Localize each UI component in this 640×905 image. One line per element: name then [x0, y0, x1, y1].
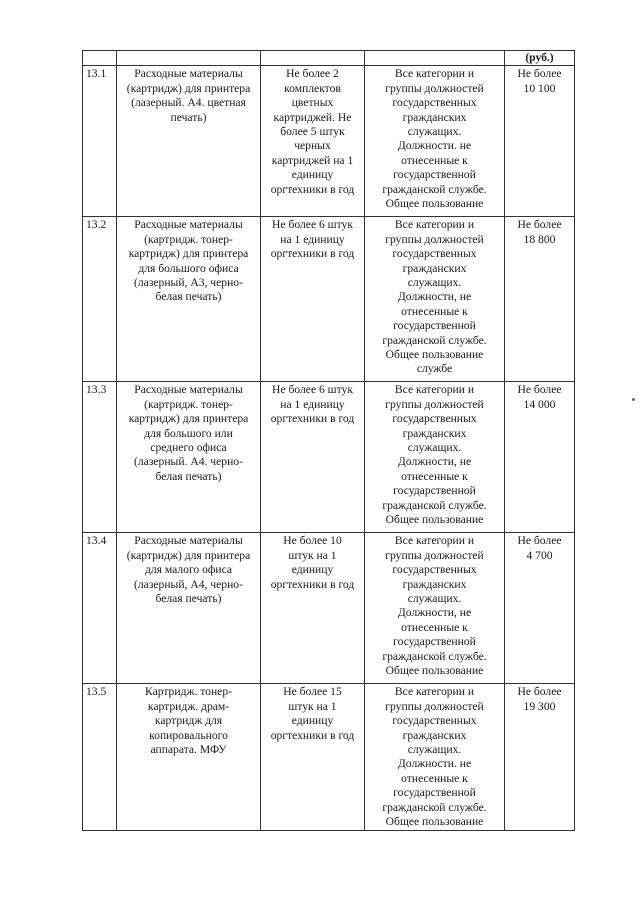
- row-price-line: Не более: [517, 218, 562, 232]
- row-price-line: Не более: [517, 67, 562, 81]
- row-name-line: белая печать): [155, 290, 222, 304]
- row-name-line: (лазерный, А3, черно-: [134, 276, 243, 290]
- row-category-line: отнесенные к: [401, 469, 468, 483]
- row-name-line: Расходные материалы: [134, 218, 243, 232]
- row-name-line: для большого офиса: [138, 261, 239, 275]
- row-name-line: (картридж) для принтера: [126, 548, 251, 562]
- row-quantity-cell: [261, 66, 365, 217]
- row-category-line: государственных: [392, 563, 477, 577]
- row-category-line: гражданских: [402, 261, 467, 275]
- row-name-line: картридж. драм-: [147, 699, 230, 713]
- row-name-line: для большого или: [144, 426, 233, 440]
- row-name-line: (лазерный, А4, черно-: [134, 577, 243, 591]
- row-quantity-line: единицу: [291, 714, 334, 728]
- row-name-line: для малого офиса: [144, 563, 233, 577]
- row-price-cell: [505, 382, 575, 533]
- row-name-cell: [117, 533, 261, 684]
- row-name-cell: [117, 382, 261, 533]
- row-category-line: служащих.: [407, 441, 462, 455]
- row-name-line: Расходные материалы: [134, 383, 243, 397]
- row-category-line: гражданской службе.: [382, 800, 487, 814]
- row-category-line: службе: [416, 362, 453, 376]
- row-name-line: картридж) для принтера: [128, 412, 249, 426]
- row-category-line: Все категории и: [394, 685, 475, 699]
- row-name-line: белая печать): [155, 592, 222, 606]
- row-category-line: отнесенные к: [401, 620, 468, 634]
- row-number-cell: [83, 217, 117, 382]
- scan-speck: [632, 398, 635, 401]
- row-quantity-line: более 5 штук: [280, 125, 345, 139]
- row-category-line: гражданской службе.: [382, 182, 487, 196]
- row-category-line: гражданской службе.: [382, 498, 487, 512]
- row-category-line: группы должностей: [385, 699, 484, 713]
- row-category-line: гражданских: [402, 426, 467, 440]
- row-number: 13.3: [86, 383, 107, 397]
- row-quantity-line: оргтехники в год: [270, 728, 355, 742]
- row-category-line: служащих.: [407, 743, 462, 757]
- row-quantity-line: картриджей. Не: [273, 110, 352, 124]
- row-category-line: Должности. не: [397, 757, 472, 771]
- row-category-line: государственных: [392, 96, 477, 110]
- row-category-line: Общее пользование: [385, 664, 484, 678]
- header-cell-price: [505, 51, 575, 66]
- row-quantity-line: штук на 1: [288, 548, 337, 562]
- row-category-line: Общее пользование: [385, 513, 484, 527]
- row-name-line: среднего офиса: [150, 441, 227, 455]
- row-category-line: Общее пользование: [385, 815, 484, 829]
- table-row: [83, 533, 575, 684]
- row-quantity-cell: [261, 684, 365, 831]
- row-number: 13.5: [86, 685, 107, 699]
- row-category-line: служащих.: [407, 125, 462, 139]
- row-number: 13.4: [86, 534, 107, 548]
- row-category-line: служащих.: [407, 276, 462, 290]
- header-cell-number: [83, 51, 117, 66]
- row-price-cell: [505, 217, 575, 382]
- row-quantity-line: оргтехники в год: [270, 182, 355, 196]
- table-row: [83, 66, 575, 217]
- row-category-line: Все категории и: [394, 383, 475, 397]
- row-category-line: Все категории и: [394, 67, 475, 81]
- row-quantity-line: Не более 10: [283, 534, 342, 548]
- header-cell-quantity: [261, 51, 365, 66]
- row-category-line: Общее пользование: [385, 197, 484, 211]
- row-category-line: государственной: [393, 635, 476, 649]
- price-unit-label: (руб.): [525, 51, 554, 64]
- row-number: 13.1: [86, 67, 107, 81]
- row-price-line: 18 800: [523, 232, 556, 246]
- row-quantity-line: штук на 1: [288, 699, 337, 713]
- row-quantity-line: оргтехники в год: [270, 577, 355, 591]
- row-name-line: (лазерный. А4. цветная: [131, 96, 246, 110]
- row-name-line: аппарата. МФУ: [150, 743, 227, 757]
- row-quantity-line: черных: [294, 139, 331, 153]
- table-row: [83, 217, 575, 382]
- row-category-line: государственной: [393, 319, 476, 333]
- row-price-cell: [505, 533, 575, 684]
- norms-table: [82, 50, 575, 831]
- row-category-line: группы должностей: [385, 548, 484, 562]
- row-category-cell: [365, 217, 505, 382]
- row-number-cell: [83, 684, 117, 831]
- row-name-line: (картридж) для принтера: [126, 81, 251, 95]
- row-quantity-line: картриджей на 1: [271, 153, 354, 167]
- row-quantity-line: оргтехники в год: [270, 412, 355, 426]
- row-quantity-line: цветных: [291, 96, 334, 110]
- row-price-line: 14 000: [523, 397, 556, 411]
- row-category-line: отнесенные к: [401, 304, 468, 318]
- row-category-line: Должности, не: [397, 606, 472, 620]
- row-number-cell: [83, 382, 117, 533]
- row-name-line: (картридж. тонер-: [144, 397, 233, 411]
- row-category-line: Все категории и: [394, 534, 475, 548]
- row-price-line: Не более: [517, 685, 562, 699]
- row-quantity-cell: [261, 382, 365, 533]
- header-cell-category: [365, 51, 505, 66]
- header-cell-name: [117, 51, 261, 66]
- row-name-line: белая печать): [155, 469, 222, 483]
- row-category-line: государственной: [393, 484, 476, 498]
- row-quantity-line: Не более 15: [283, 685, 342, 699]
- row-price-cell: [505, 684, 575, 831]
- row-category-line: отнесенные к: [401, 153, 468, 167]
- row-name-line: Картридж. тонер-: [144, 685, 232, 699]
- row-category-line: Должности, не: [397, 290, 472, 304]
- row-quantity-cell: [261, 533, 365, 684]
- row-quantity-line: оргтехники в год: [270, 247, 355, 261]
- row-category-cell: [365, 684, 505, 831]
- row-name-line: копировального: [149, 728, 228, 742]
- row-category-cell: [365, 533, 505, 684]
- row-number-cell: [83, 533, 117, 684]
- row-number: 13.2: [86, 218, 107, 232]
- row-category-line: Должности, не: [397, 455, 472, 469]
- row-price-line: 4 700: [526, 548, 553, 562]
- row-category-line: служащих.: [407, 592, 462, 606]
- row-name-line: Расходные материалы: [134, 67, 243, 81]
- row-price-line: Не более: [517, 383, 562, 397]
- row-category-line: Все категории и: [394, 218, 475, 232]
- row-category-line: гражданских: [402, 728, 467, 742]
- row-number-cell: [83, 66, 117, 217]
- row-category-line: гражданской службе.: [382, 333, 487, 347]
- row-price-cell: [505, 66, 575, 217]
- row-category-line: государственной: [393, 786, 476, 800]
- row-category-line: Общее пользование: [385, 348, 484, 362]
- table-row: [83, 684, 575, 831]
- row-category-cell: [365, 382, 505, 533]
- row-name-line: (картридж. тонер-: [144, 232, 233, 246]
- row-category-line: группы должностей: [385, 232, 484, 246]
- row-name-line: печать): [170, 110, 207, 124]
- row-name-line: Расходные материалы: [134, 534, 243, 548]
- row-category-line: государственных: [392, 714, 477, 728]
- row-quantity-line: на 1 единицу: [280, 397, 345, 411]
- row-quantity-line: Не более 2: [286, 67, 339, 81]
- row-quantity-line: единицу: [291, 563, 334, 577]
- row-name-line: картридж) для принтера: [128, 247, 249, 261]
- row-category-line: государственных: [392, 247, 477, 261]
- row-name-line: картридж для: [154, 714, 223, 728]
- table-header-row: [83, 51, 575, 66]
- row-quantity-line: Не более 6 штук: [272, 218, 353, 232]
- row-name-line: (лазерный. А4. черно-: [134, 455, 243, 469]
- row-category-line: отнесенные к: [401, 771, 468, 785]
- row-category-line: группы должностей: [385, 81, 484, 95]
- row-category-line: группы должностей: [385, 397, 484, 411]
- row-quantity-line: единицу: [291, 168, 334, 182]
- row-category-line: государственных: [392, 412, 477, 426]
- row-category-line: гражданской службе.: [382, 649, 487, 663]
- row-category-line: гражданских: [402, 110, 467, 124]
- row-quantity-line: на 1 единицу: [280, 232, 345, 246]
- row-category-cell: [365, 66, 505, 217]
- row-category-line: Должности. не: [397, 139, 472, 153]
- row-price-line: 10 100: [523, 81, 556, 95]
- row-quantity-cell: [261, 217, 365, 382]
- row-name-cell: [117, 684, 261, 831]
- table-row: [83, 382, 575, 533]
- row-quantity-line: Не более 6 штук: [272, 383, 353, 397]
- row-category-line: государственной: [393, 168, 476, 182]
- row-name-cell: [117, 66, 261, 217]
- row-quantity-line: комплектов: [284, 81, 341, 95]
- row-price-line: 19 300: [523, 699, 556, 713]
- row-category-line: гражданских: [402, 577, 467, 591]
- row-name-cell: [117, 217, 261, 382]
- row-price-line: Не более: [517, 534, 562, 548]
